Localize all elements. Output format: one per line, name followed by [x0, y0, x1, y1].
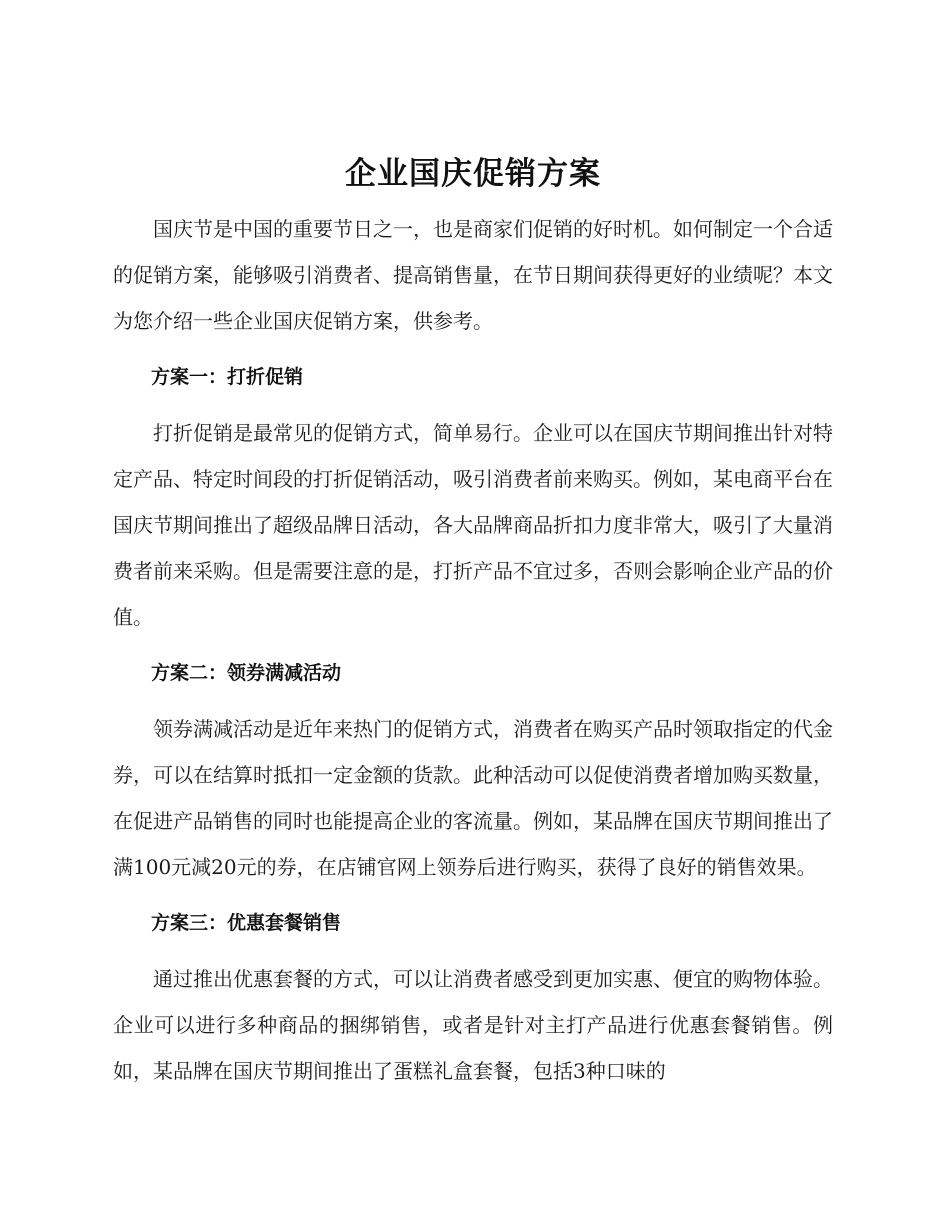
- section-bundle: [113, 900, 833, 1094]
- section-body: 通过推出优惠套餐的方式，可以让消费者感受到更加实惠、便宜的购物体验。企业可以进行多种商品的捆绑销售，或者是针对主打产品进行优惠套餐销售。例如，某品牌在国庆节期间推出了蛋糕礼盒套餐，包括3种口味的: [113, 967, 833, 1083]
- section-coupon: [113, 650, 833, 890]
- section-body: 领券满减活动是近年来热门的促销方式，消费者在购买产品时领取指定的代金券，可以在结算时抵扣一定金额的货款。此种活动可以促使消费者增加购买数量，在促进产品销售的同时也能提高企业的客流量。例如，某品牌在国庆节期间推出了满100元减20元的券，在店铺官网上领券后进行购买，获得了良好的销售效果。: [113, 717, 833, 879]
- section-discount: [113, 354, 833, 640]
- section-heading: 方案三：优惠套餐销售: [151, 912, 342, 934]
- document-page: [113, 150, 833, 1094]
- section-heading: 方案一：打折促销: [151, 366, 304, 388]
- intro-paragraph: 国庆节是中国的重要节日之一，也是商家们促销的好时机。如何制定一个合适的促销方案，能够吸引消费者、提高销售量，在节日期间获得更好的业绩呢？本文为您介绍一些企业国庆促销方案，供参考。: [113, 217, 833, 333]
- section-heading: 方案二：领券满减活动: [151, 662, 342, 684]
- document-title: 企业国庆促销方案: [345, 156, 601, 192]
- section-body: 打折促销是最常见的促销方式，简单易行。企业可以在国庆节期间推出针对特定产品、特定时间段的打折促销活动，吸引消费者前来购买。例如，某电商平台在国庆节期间推出了超级品牌日活动，各大品牌商品折扣力度非常大，吸引了大量消费者前来采购。但是需要注意的是，打折产品不宜过多，否则会影响企业产品的价值。: [113, 421, 833, 629]
